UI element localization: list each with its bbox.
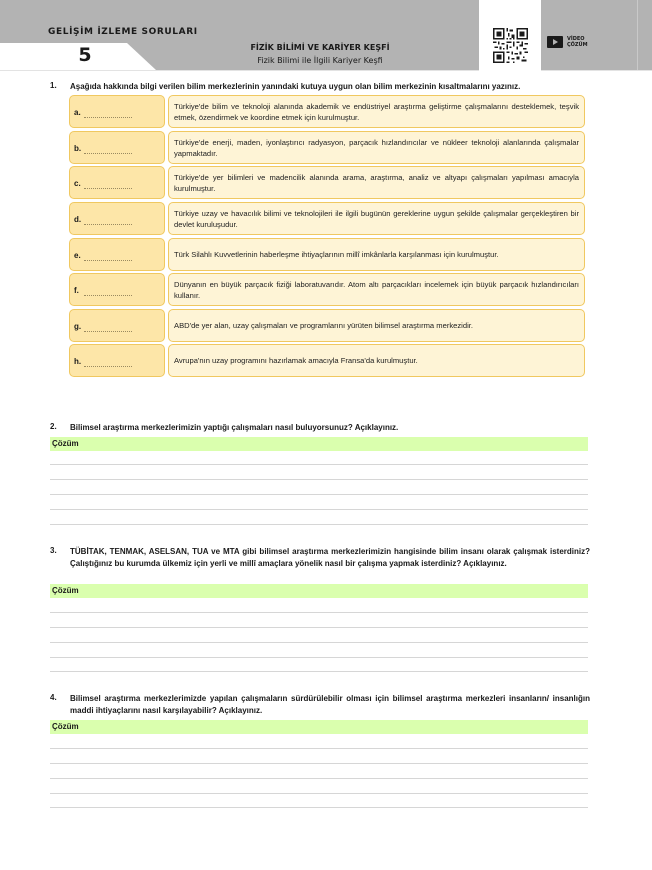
solution-label: Çözüm — [52, 722, 79, 731]
series-title: GELİŞİM İZLEME SORULARI — [48, 27, 198, 37]
item-description: Dünyanın en büyük parçacık fiziği laboratuvarıdır. Atom altı parçacıkları incelemek için büyük parçacık hızlandırıcıları kullanır. — [174, 279, 579, 300]
answer-line[interactable] — [50, 778, 588, 779]
answer-box[interactable] — [69, 95, 165, 128]
question-4-number: 4. — [50, 693, 57, 702]
answer-line[interactable] — [50, 464, 588, 465]
description-box — [168, 238, 585, 271]
matching-row — [69, 238, 585, 271]
answer-line[interactable] — [50, 612, 588, 613]
item-description: Türkiye uzay ve havacılık bilimi ve teknolojileri ile ilgili bugünün gereklerine uygun şekilde çalışmalar gerçekleştiren bir devlet kuruluşudur. — [174, 208, 579, 229]
answer-line[interactable] — [50, 657, 588, 658]
solution-bar-q3 — [50, 584, 588, 598]
item-letter: d. — [74, 215, 82, 224]
matching-row — [69, 131, 585, 164]
item-letter: e. — [74, 251, 81, 260]
answer-box[interactable] — [69, 166, 165, 199]
description-box — [168, 95, 585, 128]
question-1-number: 1. — [50, 81, 57, 90]
video-solution-label[interactable] — [567, 36, 588, 48]
item-letter: a. — [74, 108, 81, 117]
answer-box[interactable] — [69, 238, 165, 271]
solution-label: Çözüm — [52, 586, 79, 595]
answer-blank[interactable] — [84, 366, 132, 367]
answer-blank[interactable] — [84, 117, 132, 118]
question-1-text: Aşağıda hakkında bilgi verilen bilim merkezlerinin yanındaki kutuya uygun olan bilim merkezinin kısaltmalarını yazınız. — [70, 82, 521, 91]
answer-line[interactable] — [50, 479, 588, 480]
description-box — [168, 344, 585, 377]
answer-box[interactable] — [69, 131, 165, 164]
item-letter: h. — [74, 357, 82, 366]
answer-box[interactable] — [69, 344, 165, 377]
header-divider-line — [637, 0, 638, 70]
play-icon[interactable] — [547, 36, 563, 48]
answer-blank[interactable] — [84, 153, 132, 154]
item-description: Türkiye'de yer bilimleri ve madencilik alanında arama, araştırma, analiz ve altyapı çalışmaları yapılması amacıyla kurulmuştur. — [174, 172, 579, 193]
answer-blank[interactable] — [84, 260, 132, 261]
matching-row — [69, 166, 585, 199]
answer-line[interactable] — [50, 807, 588, 808]
answer-line[interactable] — [50, 494, 588, 495]
item-description: Türk Silahlı Kuvvetlerinin haberleşme ihtiyaçlarının millî imkânlarla karşılanması için kurulmuştur. — [174, 250, 499, 259]
answer-line[interactable] — [50, 509, 588, 510]
description-box — [168, 273, 585, 306]
answer-blank[interactable] — [84, 331, 132, 332]
question-2-text: Bilimsel araştırma merkezlerimizin yaptığı çalışmaları nasıl buluyorsunuz? Açıklayınız. — [70, 423, 399, 432]
video-label-line1: VİDEO — [567, 36, 585, 42]
answer-line[interactable] — [50, 793, 588, 794]
matching-row — [69, 344, 585, 377]
solution-label: Çözüm — [52, 439, 79, 448]
question-3-text: TÜBİTAK, TENMAK, ASELSAN, TUA ve MTA gibi bilimsel araştırma merkezlerimizin hangisinde bilim insanı olarak çalışmak isterdiniz? Çalıştığınız bu kurumda ülkemiz için yerli ve millî amaçlara yönelik nasıl bir çalışma yapmak isterdiniz? Açıklayınız. — [70, 547, 590, 568]
item-letter: f. — [74, 286, 79, 295]
item-letter: c. — [74, 179, 81, 188]
qr-code-icon[interactable] — [493, 28, 528, 63]
answer-blank[interactable] — [84, 188, 132, 189]
solution-bar-q2 — [50, 437, 588, 451]
answer-box[interactable] — [69, 202, 165, 235]
question-4-text: Bilimsel araştırma merkezlerimizde yapılan çalışmaların sürdürülebilir olması için bilimsel araştırma merkezleri insanların/ insanlığın maddi ihtiyaçlarını nasıl karşılayabilir? Açıklayınız. — [70, 694, 590, 715]
answer-blank[interactable] — [84, 224, 132, 225]
item-description: Avrupa'nın uzay programını hazırlamak amacıyla Fransa'da kurulmuştur. — [174, 356, 418, 365]
item-description: Türkiye'de bilim ve teknoloji alanında akademik ve endüstriyel araştırma geliştirme çalışmalarını desteklemek, teşvik etmek, özendirmek ve koordine etmek için kurulmuştur. — [174, 101, 579, 122]
item-letter: b. — [74, 144, 82, 153]
answer-line[interactable] — [50, 671, 588, 672]
description-box — [168, 131, 585, 164]
item-description: Türkiye'de enerji, maden, iyonlaştırıcı radyasyon, parçacık hızlandırıcılar ve nükleer teknoloji alanlarında çalışmalar yapmaktadır. — [174, 137, 579, 158]
video-solution-panel[interactable] — [541, 0, 637, 70]
header-divider — [0, 70, 652, 71]
description-box — [168, 166, 585, 199]
unit-subtitle: Fizik Bilimi ile İlgili Kariyer Keşfi — [257, 56, 383, 65]
solution-bar-q4 — [50, 720, 588, 734]
answer-box[interactable] — [69, 309, 165, 342]
description-box — [168, 309, 585, 342]
question-2-number: 2. — [50, 422, 57, 431]
answer-line[interactable] — [50, 748, 588, 749]
item-description: ABD'de yer alan, uzay çalışmaları ve programlarını yürüten bilimsel araştırma merkezidir. — [174, 321, 473, 330]
test-number: 5 — [78, 44, 92, 66]
matching-row — [69, 202, 585, 235]
answer-line[interactable] — [50, 763, 588, 764]
answer-line[interactable] — [50, 627, 588, 628]
matching-row — [69, 309, 585, 342]
question-3-number: 3. — [50, 546, 57, 555]
video-label-line2: ÇÖZÜM — [567, 42, 588, 48]
item-letter: g. — [74, 322, 82, 331]
answer-box[interactable] — [69, 273, 165, 306]
matching-row — [69, 95, 585, 128]
answer-line[interactable] — [50, 642, 588, 643]
description-box — [168, 202, 585, 235]
matching-row — [69, 273, 585, 306]
answer-blank[interactable] — [84, 295, 132, 296]
unit-title: FİZİK BİLİMİ VE KARİYER KEŞFİ — [250, 43, 390, 52]
answer-line[interactable] — [50, 524, 588, 525]
